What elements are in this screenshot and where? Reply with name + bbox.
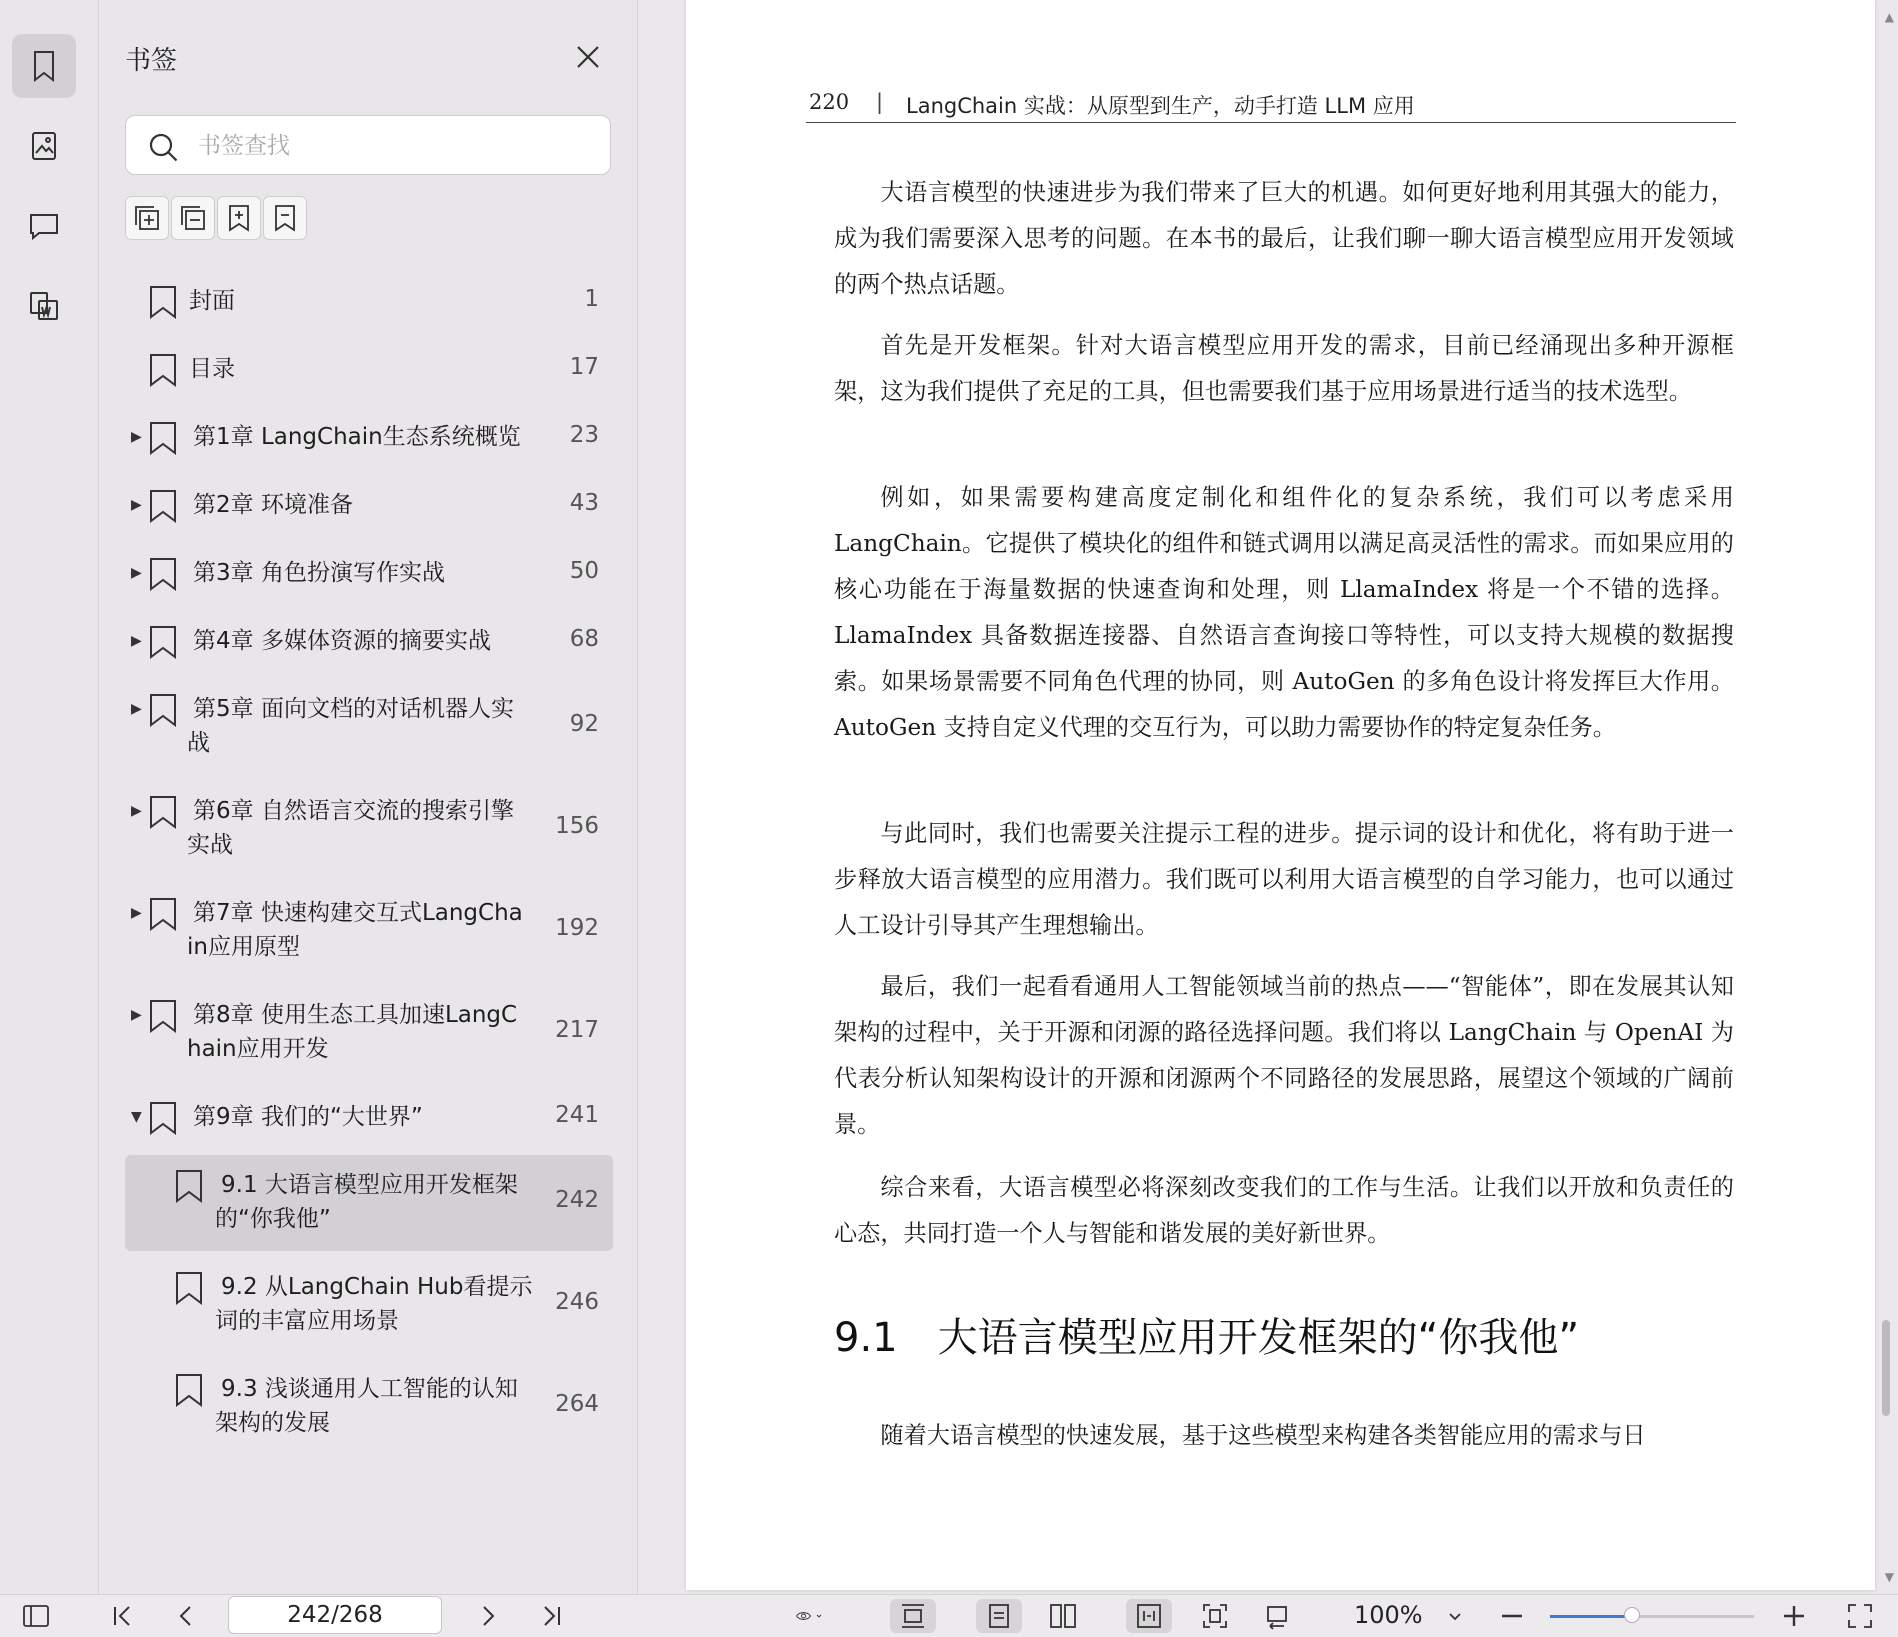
running-header (806, 88, 1736, 123)
bookmark-label: 目录 (189, 356, 235, 382)
prev-page-icon[interactable] (168, 1599, 204, 1633)
two-page-icon[interactable] (1040, 1599, 1086, 1633)
bookmark-label: 第4章 多媒体资源的摘要实战 (193, 628, 491, 654)
bookmark-item[interactable] (125, 407, 613, 471)
bookmark-icon (149, 489, 177, 523)
bookmark-search[interactable] (125, 115, 611, 175)
bookmark-page-number: 92 (569, 711, 599, 737)
bookmark-page-number: 23 (569, 422, 599, 448)
bookmark-icon (149, 625, 177, 659)
bookmark-page-number: 1 (584, 286, 599, 312)
rotate-icon[interactable] (1254, 1599, 1300, 1633)
bookmark-item[interactable] (125, 781, 613, 877)
bookmark-page-number: 43 (569, 490, 599, 516)
header-separator: | (876, 90, 884, 114)
bookmark-item[interactable] (125, 883, 613, 979)
bookmark-item[interactable] (125, 543, 613, 607)
zoom-in-icon[interactable] (1776, 1599, 1812, 1633)
bookmark-page-number: 50 (569, 558, 599, 584)
continuous-scroll-icon[interactable] (890, 1599, 936, 1633)
fullscreen-icon[interactable] (1842, 1599, 1878, 1633)
bookmark-label: 第2章 环境准备 (193, 492, 353, 518)
bookmark-item[interactable] (125, 339, 613, 403)
bookmark-item[interactable] (125, 985, 613, 1081)
bookmark-label: 第7章 快速构建交互式LangCha (193, 900, 523, 926)
bookmark-icon[interactable] (12, 34, 76, 98)
expand-arrow-icon[interactable]: ▶ (131, 701, 142, 717)
bookmark-label: 战 (187, 730, 210, 756)
bookmark-page-number: 17 (569, 354, 599, 380)
paragraph: 与此同时，我们也需要关注提示工程的进步。提示词的设计和优化，将有助于进一步释放大语言模型的应用潜力。我们既可以利用大语言模型的自学习能力，也可以通过人工设计引导其产生理想输出。 (834, 820, 1734, 939)
bookmark-item[interactable] (125, 1359, 613, 1455)
expand-arrow-icon[interactable]: ▶ (131, 565, 142, 581)
paragraph: 综合来看，大语言模型必将深刻改变我们的工作与生活。让我们以开放和负责任的心态，共同打造一个人与智能和谐发展的美好新世界。 (834, 1174, 1734, 1247)
bookmark-page-number: 68 (569, 626, 599, 652)
paragraph: 例如，如果需要构建高度定制化和组件化的复杂系统，我们可以考虑采用 LangChain。它提供了模块化的组件和链式调用以满足高灵活性的需求。而如果应用的核心功能在于海量数据的快速查询和处理，则 LlamaIndex 将是一个不错的选择。LlamaIndex 具备数据连接器、自然语言查询接口等特性，可以支持大规模的数据搜索。如果场景需要不同角色代理的协同，则 AutoGen 的多角色设计将发挥巨大作用。AutoGen 支持自定义代理的交互行为，可以助力需要协作的特定复杂任务。 (834, 484, 1734, 741)
bookmark-label: 第3章 角色扮演写作实战 (193, 560, 445, 586)
close-icon[interactable] (573, 42, 603, 72)
bookmark-icon (175, 1373, 203, 1407)
expand-arrow-icon[interactable]: ▶ (131, 497, 142, 513)
expand-all-icon[interactable] (125, 196, 169, 240)
bookmark-icon (149, 285, 177, 319)
expand-arrow-icon[interactable]: ▶ (131, 429, 142, 445)
bookmark-label: 9.2 从LangChain Hub看提示 (221, 1274, 533, 1300)
zoom-slider[interactable] (1550, 1615, 1754, 1618)
add-bookmark-icon[interactable] (217, 196, 261, 240)
bookmark-icon (149, 557, 177, 591)
attachment-icon[interactable] (12, 274, 76, 338)
bookmark-page-number: 242 (555, 1187, 599, 1213)
bookmark-label: in应用原型 (187, 934, 300, 960)
search-icon (146, 130, 180, 164)
bookmark-label: hain应用开发 (187, 1036, 329, 1062)
bookmark-label: 第5章 面向文档的对话机器人实 (193, 696, 514, 722)
paragraph: 大语言模型的快速进步为我们带来了巨大的机遇。如何更好地利用其强大的能力，成为我们需要深入思考的问题。在本书的最后，让我们聊一聊大语言模型应用开发领域的两个热点话题。 (834, 179, 1734, 298)
bookmark-page-number: 246 (555, 1289, 599, 1315)
section-heading: 9.1 大语言模型应用开发框架的“你我他” (834, 1315, 1580, 1361)
bookmark-item[interactable] (125, 475, 613, 539)
bookmark-page-number: 241 (555, 1102, 599, 1128)
single-page-icon[interactable] (976, 1599, 1022, 1633)
bookmark-icon (149, 897, 177, 931)
bottom-toolbar (0, 1594, 1898, 1637)
next-page-icon[interactable] (470, 1599, 506, 1633)
bookmark-icon (149, 421, 177, 455)
bookmark-page-number: 264 (555, 1391, 599, 1417)
collapse-arrow-icon[interactable]: ▼ (131, 1109, 142, 1125)
bookmark-item[interactable] (125, 1257, 613, 1353)
expand-arrow-icon[interactable]: ▶ (131, 1007, 142, 1023)
scrollbar-thumb[interactable] (1882, 1320, 1890, 1416)
scroll-down-icon[interactable]: ▼ (1884, 1570, 1894, 1584)
view-mode-eye-icon[interactable] (780, 1599, 840, 1633)
bookmark-icon (149, 353, 177, 387)
bookmark-item[interactable] (125, 271, 613, 335)
paragraph: 首先是开发框架。针对大语言模型应用开发的需求，目前已经涌现出多种开源框架，这为我们提供了充足的工具，但也需要我们基于应用场景进行适当的技术选型。 (834, 332, 1734, 405)
bookmark-page-number: 192 (555, 915, 599, 941)
bookmark-item[interactable] (125, 611, 613, 675)
bookmark-label: 第6章 自然语言交流的搜索引擎 (193, 798, 514, 824)
bookmark-item[interactable] (125, 679, 613, 775)
side-rail (0, 0, 99, 1594)
bookmark-icon (149, 795, 177, 829)
zoom-level[interactable]: 100% (1354, 1601, 1423, 1629)
bookmark-label: 第1章 LangChain生态系统概览 (193, 424, 521, 450)
page-number: 220 (809, 90, 850, 114)
zoom-out-icon[interactable] (1494, 1599, 1530, 1633)
fit-width-icon[interactable] (1126, 1599, 1172, 1633)
search-input[interactable] (196, 126, 600, 166)
bookmark-label: 架构的发展 (215, 1410, 330, 1436)
zoom-slider-fill (1550, 1615, 1632, 1618)
last-page-icon[interactable] (534, 1599, 570, 1633)
expand-arrow-icon[interactable]: ▶ (131, 803, 142, 819)
bookmark-icon (149, 999, 177, 1033)
paragraph: 最后，我们一起看看通用人工智能领域当前的热点——“智能体”，即在发展其认知架构的过程中，关于开源和闭源的路径选择问题。我们将以 LangChain 与 OpenAI 为代表分析认知架构设计的开源和闭源两个不同路径的发展思路，展望这个领域的广阔前景。 (834, 973, 1734, 1138)
paragraph: 随着大语言模型的快速发展，基于这些模型来构建各类智能应用的需求与日 (880, 1422, 1646, 1449)
page-number-input[interactable]: 242/268 (228, 1596, 442, 1634)
bookmark-label: 的“你我他” (215, 1206, 331, 1232)
thumbnail-icon[interactable] (12, 114, 76, 178)
comment-icon[interactable] (12, 194, 76, 258)
scroll-up-icon[interactable]: ▲ (1884, 10, 1894, 24)
bookmark-label: 9.3 浅谈通用人工智能的认知 (221, 1376, 518, 1402)
collapse-all-icon[interactable] (171, 196, 215, 240)
bookmark-item[interactable] (125, 1155, 613, 1251)
bookmark-icon (175, 1169, 203, 1203)
bookmark-label: 9.1 大语言模型应用开发框架 (221, 1172, 518, 1198)
bookmark-label: 词的丰富应用场景 (215, 1308, 399, 1334)
bookmark-item[interactable] (125, 1087, 613, 1151)
bookmark-label: 第8章 使用生态工具加速LangC (193, 1002, 518, 1028)
toggle-sidebar-icon[interactable] (18, 1599, 54, 1633)
bookmark-icon (149, 693, 177, 727)
panel-title: 书签 (125, 46, 178, 76)
expand-arrow-icon[interactable]: ▶ (131, 905, 142, 921)
delete-bookmark-icon[interactable] (263, 196, 307, 240)
first-page-icon[interactable] (104, 1599, 140, 1633)
document-page[interactable] (686, 0, 1875, 1590)
bookmark-page-number: 156 (555, 813, 599, 839)
bookmark-icon (175, 1271, 203, 1305)
zoom-dropdown-icon[interactable] (1440, 1599, 1470, 1633)
bookmark-label: 封面 (189, 288, 235, 314)
book-title: LangChain 实战：从原型到生产，动手打造 LLM 应用 (906, 94, 1415, 118)
expand-arrow-icon[interactable]: ▶ (131, 633, 142, 649)
zoom-slider-handle[interactable] (1624, 1607, 1640, 1623)
bookmark-label: 第9章 我们的“大世界” (193, 1104, 423, 1130)
fit-page-icon[interactable] (1192, 1599, 1238, 1633)
bookmark-page-number: 217 (555, 1017, 599, 1043)
bookmark-panel (99, 0, 638, 1594)
bookmark-label: 实战 (187, 832, 233, 858)
bookmark-icon (149, 1101, 177, 1135)
